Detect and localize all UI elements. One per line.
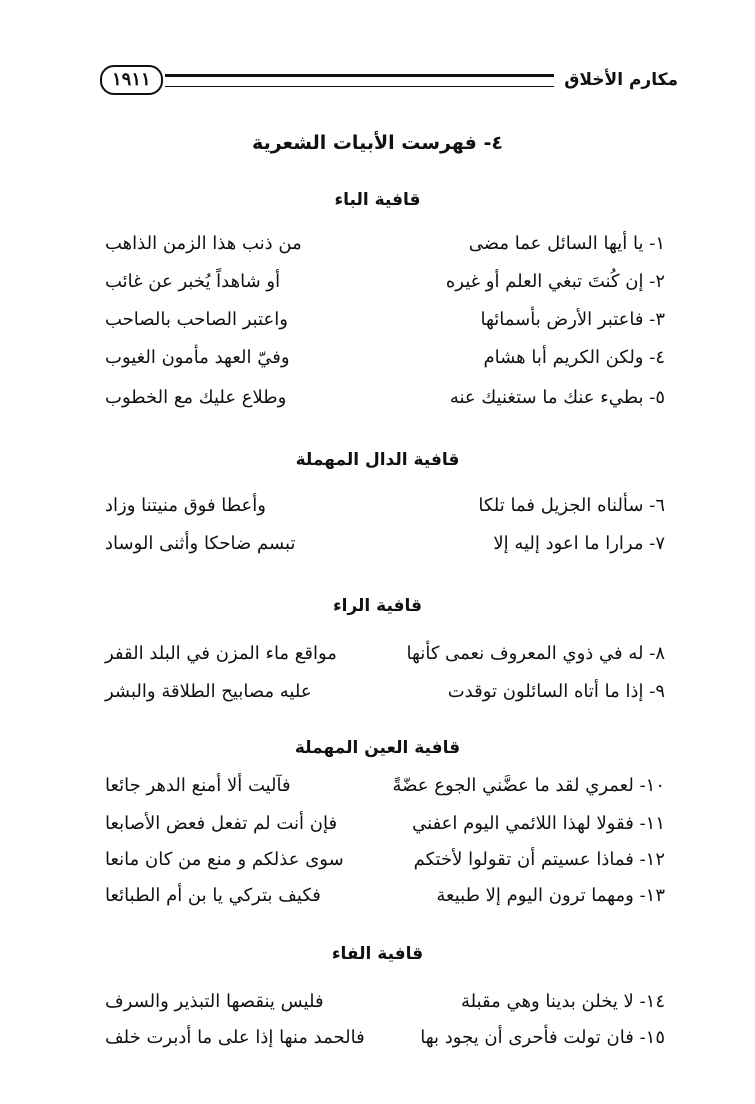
verse-first-hemistich (483, 342, 665, 374)
page-header (100, 62, 678, 98)
verse-first-hemistich (407, 638, 665, 670)
running-title: مكارم الأخلاق (564, 70, 678, 90)
verse-line (105, 808, 665, 840)
verse-second-hemistich: وفيّ العهد مأمون الغيوب (105, 347, 290, 368)
section-title-ra: قافية الراء (332, 596, 423, 616)
verse-number: ٦- (649, 495, 665, 516)
verse-second-hemistich: وطلاع عليك مع الخطوب (105, 387, 287, 408)
verse-line (105, 880, 665, 912)
verse-first-hemistich (420, 1022, 665, 1054)
verse-number: ١- (649, 233, 665, 254)
verse-first-hemistich (450, 382, 665, 414)
verse-first-text: ولكن الكريم أبا هشام (483, 347, 644, 368)
verse-number: ١١- (639, 813, 665, 834)
verse-first-text: مرارا ما اعود إليه إلا (493, 533, 644, 554)
verse-second-hemistich: مواقع ماء المزن في البلد القفر (105, 643, 337, 664)
verse-second-hemistich: سوى عذلكم و منع من كان مانعا (105, 849, 344, 870)
verse-second-hemistich: واعتبر الصاحب بالصاحب (105, 309, 288, 330)
verse-first-text: ومهما ترون اليوم إلا طبيعة (436, 885, 634, 906)
verse-first-text: سألناه الجزيل فما تلكا (478, 495, 644, 516)
verse-line (105, 986, 665, 1018)
verse-first-text: لا يخلن بدينا وهي مقبلة (461, 991, 634, 1012)
verse-number: ١٠- (639, 775, 665, 796)
verse-first-hemistich (469, 228, 665, 260)
verse-second-hemistich: عليه مصابيح الطلاقة والبشر (105, 681, 312, 702)
verse-first-text: فان تولت فأحرى أن يجود بها (420, 1027, 634, 1048)
verse-first-text: إذا ما أتاه السائلون توقدت (447, 681, 644, 702)
verse-first-text: بطيء عنك ما ستغنيك عنه (449, 387, 644, 408)
verse-first-hemistich (436, 880, 665, 912)
verse-first-hemistich (493, 528, 665, 560)
verse-number: ٧- (649, 533, 665, 554)
verse-line (105, 676, 665, 708)
verse-line (105, 382, 665, 414)
verse-line (105, 228, 665, 260)
verse-first-hemistich (478, 490, 665, 522)
verse-first-text: فقولا لهذا اللائمي اليوم اعفني (412, 813, 634, 834)
verse-first-hemistich (412, 808, 665, 840)
verse-first-text: يا أيها السائل عما مضى (468, 233, 644, 254)
verse-number: ١٢- (639, 849, 665, 870)
verse-line (105, 1022, 665, 1054)
verse-number: ١٣- (639, 885, 665, 906)
verse-number: ٤- (649, 347, 665, 368)
verse-number: ١٥- (639, 1027, 665, 1048)
verse-first-text: لعمري لقد ما عضَّني الجوع عضّةً (392, 775, 634, 796)
verse-line (105, 266, 665, 298)
verse-second-hemistich: فالحمد منها إذا على ما أدبرت خلف (105, 1027, 365, 1048)
verse-second-hemistich: فإن أنت لم تفعل فعض الأصابعا (105, 813, 338, 834)
verse-line (105, 490, 665, 522)
verse-first-hemistich (393, 770, 665, 802)
main-title: ٤- فهرست الأبيات الشعرية (252, 132, 503, 154)
page-number: ١٩١١ (100, 65, 163, 95)
verse-number: ١٤- (639, 991, 665, 1012)
verse-second-hemistich: وأعطا فوق منيتنا وزاد (105, 495, 266, 516)
verse-line (105, 844, 665, 876)
verse-second-hemistich: فليس ينقصها التبذير والسرف (105, 991, 324, 1012)
verse-second-hemistich: تبسم ضاحكا وأثنى الوساد (105, 533, 296, 554)
verse-line (105, 638, 665, 670)
verse-number: ٥- (649, 387, 665, 408)
verse-first-hemistich (414, 844, 665, 876)
verse-first-text: فماذا عسيتم أن تقولوا لأختكم (413, 849, 634, 870)
verse-number: ٨- (649, 643, 665, 664)
verse-second-hemistich: أو شاهداً يُخبر عن غائب (105, 271, 281, 292)
section-title-fa: قافية الفاء (331, 944, 424, 964)
verse-second-hemistich: فكيف بتركي يا بن أم الطبائعا (105, 885, 321, 906)
verse-second-hemistich: من ذنب هذا الزمن الذاهب (105, 233, 302, 254)
verse-first-hemistich (461, 986, 665, 1018)
verse-line (105, 304, 665, 336)
verse-line (105, 770, 665, 802)
section-title-ayn: قافية العين المهملة (294, 738, 461, 758)
verse-first-text: إن كُنتَ تبغي العلم أو غيره (445, 271, 644, 292)
verse-first-hemistich (480, 304, 665, 336)
verse-first-hemistich (446, 266, 665, 298)
verse-number: ٢- (649, 271, 665, 292)
header-rule (165, 74, 555, 87)
verse-second-hemistich: فآليت ألا أمنع الدهر جائعا (105, 775, 291, 796)
verse-number: ٩- (649, 681, 665, 702)
verse-line (105, 528, 665, 560)
verse-first-hemistich (448, 676, 665, 708)
verse-number: ٣- (649, 309, 665, 330)
section-title-ba: قافية الباء (334, 190, 421, 210)
verse-first-text: له في ذوي المعروف نعمى كأنها (406, 643, 644, 664)
section-title-dal: قافية الدال المهملة (295, 450, 460, 470)
verse-first-text: فاعتبر الأرض بأسمائها (480, 309, 644, 330)
verse-line (105, 342, 665, 374)
